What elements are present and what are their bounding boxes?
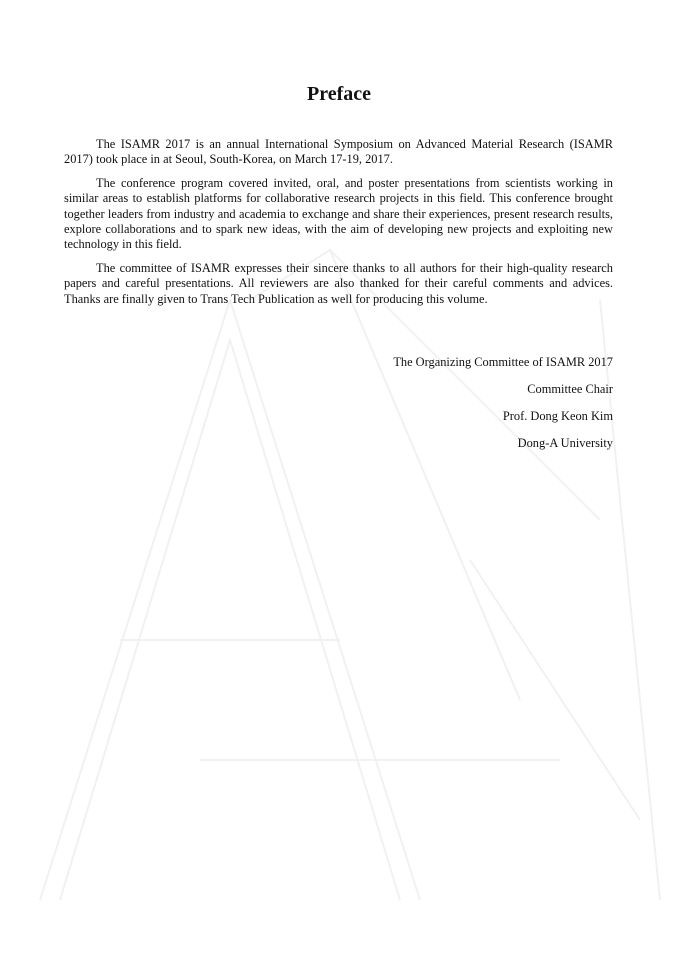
paragraph-program: The conference program covered invited, oral, and poster presentations from scientists working in similar areas to establish platforms for collaborative research projects in this field. This conference brought together leaders from industry and academia to exchange and share their experiences, present research results, explore collaborations and to spark new ideas, with the aim of developing new projects and exploiting new technology in this field. [64,175,613,252]
signature-name: Prof. Dong Keon Kim [502,409,613,423]
signature-committee: The Organizing Committee of ISAMR 2017 [393,355,613,369]
preface-body [64,137,613,315]
signature-block [393,355,613,463]
signature-affiliation: Dong-A University [517,436,613,450]
signature-role: Committee Chair [527,382,613,396]
page-title: Preface [306,83,372,105]
paragraph-thanks: The committee of ISAMR expresses their sincere thanks to all authors for their high-quality research papers and careful presentations. All reviewers are also thanked for their careful comments and advices. Thanks are finally given to Trans Tech Publication as well for producing this volume. [64,260,613,306]
paragraph-intro: The ISAMR 2017 is an annual International Symposium on Advanced Material Research (ISAMR 2017) took place in at Seoul, South-Korea, on March 17-19, 2017. [64,137,613,167]
